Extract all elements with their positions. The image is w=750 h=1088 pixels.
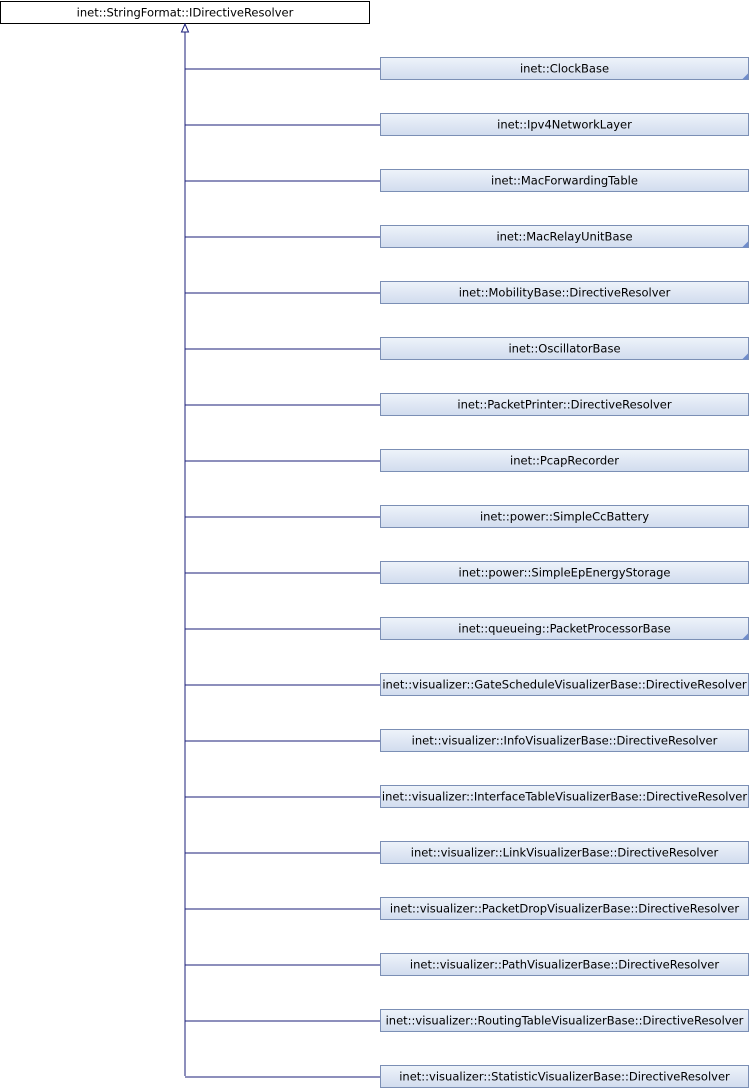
derived-classes <box>185 58 749 1088</box>
derived-class-label: inet::visualizer::RoutingTableVisualizerBase::DirectiveResolver <box>385 1013 744 1028</box>
derived-class-node[interactable] <box>185 1010 749 1032</box>
derived-class-label: inet::MobilityBase::DirectiveResolver <box>458 285 671 300</box>
derived-class-node[interactable] <box>185 58 749 80</box>
derived-class-label: inet::visualizer::LinkVisualizerBase::DirectiveResolver <box>410 845 719 860</box>
derived-class-label: inet::PacketPrinter::DirectiveResolver <box>457 397 672 412</box>
derived-class-label: inet::visualizer::InterfaceTableVisualizerBase::DirectiveResolver <box>381 789 748 804</box>
derived-class-node[interactable] <box>185 562 749 584</box>
derived-class-label: inet::PcapRecorder <box>510 453 619 468</box>
inheritance-arrowhead <box>182 24 189 32</box>
derived-class-label: inet::visualizer::InfoVisualizerBase::DirectiveResolver <box>411 733 718 748</box>
derived-class-node[interactable] <box>185 842 749 864</box>
derived-class-node[interactable] <box>185 954 749 976</box>
derived-class-label: inet::visualizer::PathVisualizerBase::DirectiveResolver <box>409 957 720 972</box>
derived-class-node[interactable] <box>185 506 749 528</box>
derived-class-node[interactable] <box>185 170 749 192</box>
derived-class-label: inet::visualizer::StatisticVisualizerBase::DirectiveResolver <box>399 1069 730 1084</box>
derived-class-label: inet::power::SimpleEpEnergyStorage <box>458 565 671 580</box>
derived-class-label: inet::OscillatorBase <box>508 341 621 356</box>
derived-class-node[interactable] <box>185 618 749 640</box>
derived-class-label: inet::power::SimpleCcBattery <box>479 509 650 524</box>
derived-class-node[interactable] <box>185 338 749 360</box>
derived-class-node[interactable] <box>185 450 749 472</box>
derived-class-label: inet::visualizer::PacketDropVisualizerBase::DirectiveResolver <box>389 901 740 916</box>
derived-class-node[interactable] <box>185 730 749 752</box>
derived-class-node[interactable] <box>185 282 749 304</box>
derived-class-node[interactable] <box>185 114 749 136</box>
derived-class-label: inet::MacForwardingTable <box>491 173 638 188</box>
derived-class-label: inet::queueing::PacketProcessorBase <box>458 621 671 636</box>
derived-class-label: inet::Ipv4NetworkLayer <box>497 117 632 132</box>
base-class-label: inet::StringFormat::IDirectiveResolver <box>76 5 294 20</box>
derived-class-label: inet::visualizer::GateScheduleVisualizerBase::DirectiveResolver <box>382 677 747 692</box>
derived-class-node[interactable] <box>185 674 749 696</box>
derived-class-node[interactable] <box>185 226 749 248</box>
derived-class-label: inet::ClockBase <box>519 61 610 76</box>
derived-class-label: inet::MacRelayUnitBase <box>496 229 633 244</box>
derived-class-node[interactable] <box>185 786 749 808</box>
derived-class-node[interactable] <box>185 898 749 920</box>
derived-class-node[interactable] <box>185 394 749 416</box>
base-class-node[interactable] <box>1 2 370 24</box>
derived-class-node[interactable] <box>185 1066 749 1088</box>
